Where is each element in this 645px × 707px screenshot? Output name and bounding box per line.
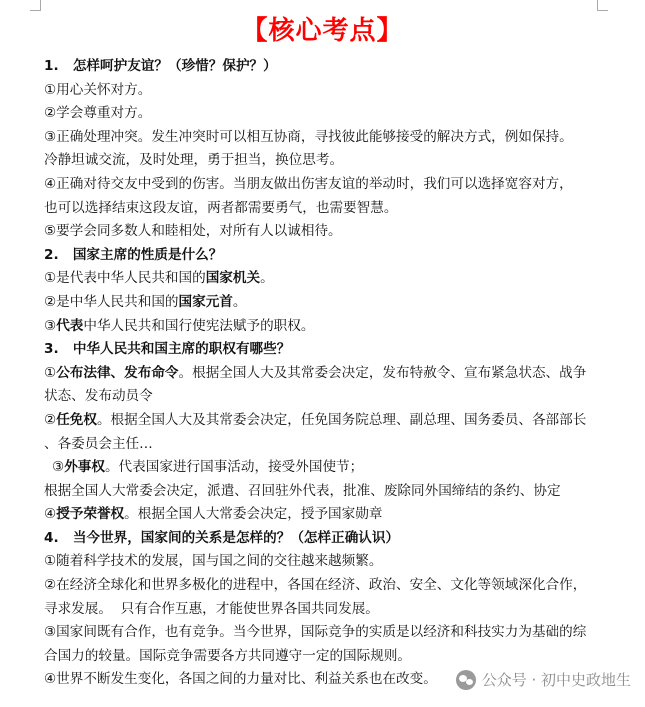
watermark	[456, 669, 631, 690]
text-span: 合国力的较量。国际竞争需要各方共同遵守一定的国际规则。	[44, 647, 412, 664]
text-span: 3. 中华人民共和国主席的职权有哪些？	[44, 341, 291, 358]
answer-line	[44, 197, 634, 221]
bold-keyword: 国家机关	[205, 270, 261, 287]
answer-line	[44, 102, 634, 126]
document-body	[44, 55, 634, 692]
answer-line	[44, 385, 634, 409]
question-heading	[44, 244, 634, 268]
text-span: ③国家间既有合作，也有竞争。当今世界，国际竞争的实质是以经济和科技实力为基础的综	[44, 624, 587, 641]
answer-line	[44, 173, 634, 197]
text-span: ②是中华人民共和国的	[44, 293, 179, 310]
bold-keyword: 任免权	[56, 411, 97, 428]
question-heading	[44, 55, 634, 79]
text-span: ③	[44, 317, 57, 334]
page-corner-mark-left	[30, 0, 41, 11]
text-span: ②	[44, 411, 57, 428]
text-span: 寻求发展。 只有合作互惠，才能使世界各国共同发展。	[44, 600, 379, 617]
text-span: 。根据全国人大常委会决定，授予国家勋章	[124, 506, 383, 523]
text-span: 4. 当今世界，国家间的关系是怎样的？（怎样正确认识）	[44, 529, 400, 546]
answer-line	[44, 550, 634, 574]
text-span: ①用心关怀对方。	[44, 81, 152, 98]
answer-line	[44, 433, 634, 457]
answer-line	[44, 645, 634, 669]
page-title: 【核心考点】	[241, 16, 404, 46]
text-span: 中华人民共和国行使宪法赋予的职权。	[83, 317, 315, 334]
text-span: ①是代表中华人民共和国的	[44, 270, 206, 287]
text-span: 、各委员会主任…	[44, 435, 153, 452]
wechat-icon	[456, 670, 476, 690]
text-span: ④正确对待交友中受到的伤害。当朋友做出伤害友谊的举动时，我们可以选择宽容对方，	[44, 175, 573, 192]
text-span: ④	[44, 506, 57, 523]
answer-line	[44, 126, 634, 150]
answer-line	[44, 315, 634, 339]
answer-line	[44, 503, 634, 527]
text-span: 。代表国家进行国事活动，接受外国使节；	[104, 459, 364, 476]
question-heading	[44, 338, 634, 362]
text-span: 2. 国家主席的性质是什么？	[44, 246, 223, 263]
answer-line	[44, 267, 634, 291]
bold-keyword: 国家元首	[178, 293, 233, 310]
answer-line	[44, 574, 634, 598]
answer-line	[44, 362, 634, 386]
text-span: ⑤要学会同多数人和睦相处，对所有人以诚相待。	[44, 223, 342, 240]
text-span: 状态、发布动员令	[44, 388, 153, 405]
answer-line	[44, 291, 634, 315]
answer-line	[44, 480, 634, 504]
question-heading	[44, 527, 634, 551]
bold-keyword: 外事权	[64, 459, 105, 476]
text-span: ②在经济全球化和世界多极化的进程中，各国在经济、政治、安全、文化等领域深化合作，	[44, 577, 587, 594]
text-span: ③正确处理冲突。发生冲突时可以相互协商，寻找彼此能够接受的解决方式，例如保持。	[44, 128, 573, 145]
text-span: 冷静坦诚交流，及时处理，勇于担当，换位思考。	[44, 152, 344, 169]
page-corner-mark-right	[597, 0, 608, 11]
answer-line	[44, 79, 634, 103]
answer-line	[44, 149, 634, 173]
text-span: 。根据全国人大及其常委会决定，任免国务院总理、副总理、国务委员、各部部长	[96, 411, 587, 428]
bold-keyword: 代表	[56, 317, 84, 334]
text-span: ③	[52, 459, 65, 476]
text-span: 也可以选择结束这段友谊，两者都需要勇气，也需要智慧。	[44, 199, 398, 216]
answer-line	[44, 621, 634, 645]
watermark-text: 公众号 · 初中史政地生	[481, 671, 631, 689]
text-span: 1. 怎样呵护友谊？（珍惜？保护？）	[44, 58, 277, 74]
text-span: ①随着科学技术的发展，国与国之间的交往越来越频繁。	[44, 553, 383, 570]
answer-line	[44, 598, 634, 622]
text-span: 。根据全国人大及其常委会决定，发布特赦令、宣布紧急状态、战争	[178, 364, 587, 381]
text-span: 根据全国人大常委会决定，派遣、召回驻外代表，批准、废除同外国缔结的条约、协定	[44, 482, 561, 499]
bold-keyword: 公布法律、发布命令	[56, 364, 179, 381]
text-span: ①	[44, 364, 57, 381]
bold-keyword: 授予荣誉权	[56, 506, 125, 523]
answer-line	[44, 456, 634, 480]
answer-line	[44, 220, 634, 244]
text-span: ④世界不断发生变化，各国之间的力量对比、利益关系也在改变。	[44, 671, 437, 688]
answer-line	[44, 409, 634, 433]
text-span: 。	[260, 270, 274, 287]
text-span: 。	[232, 293, 247, 310]
text-span: ②学会尊重对方。	[44, 105, 152, 122]
